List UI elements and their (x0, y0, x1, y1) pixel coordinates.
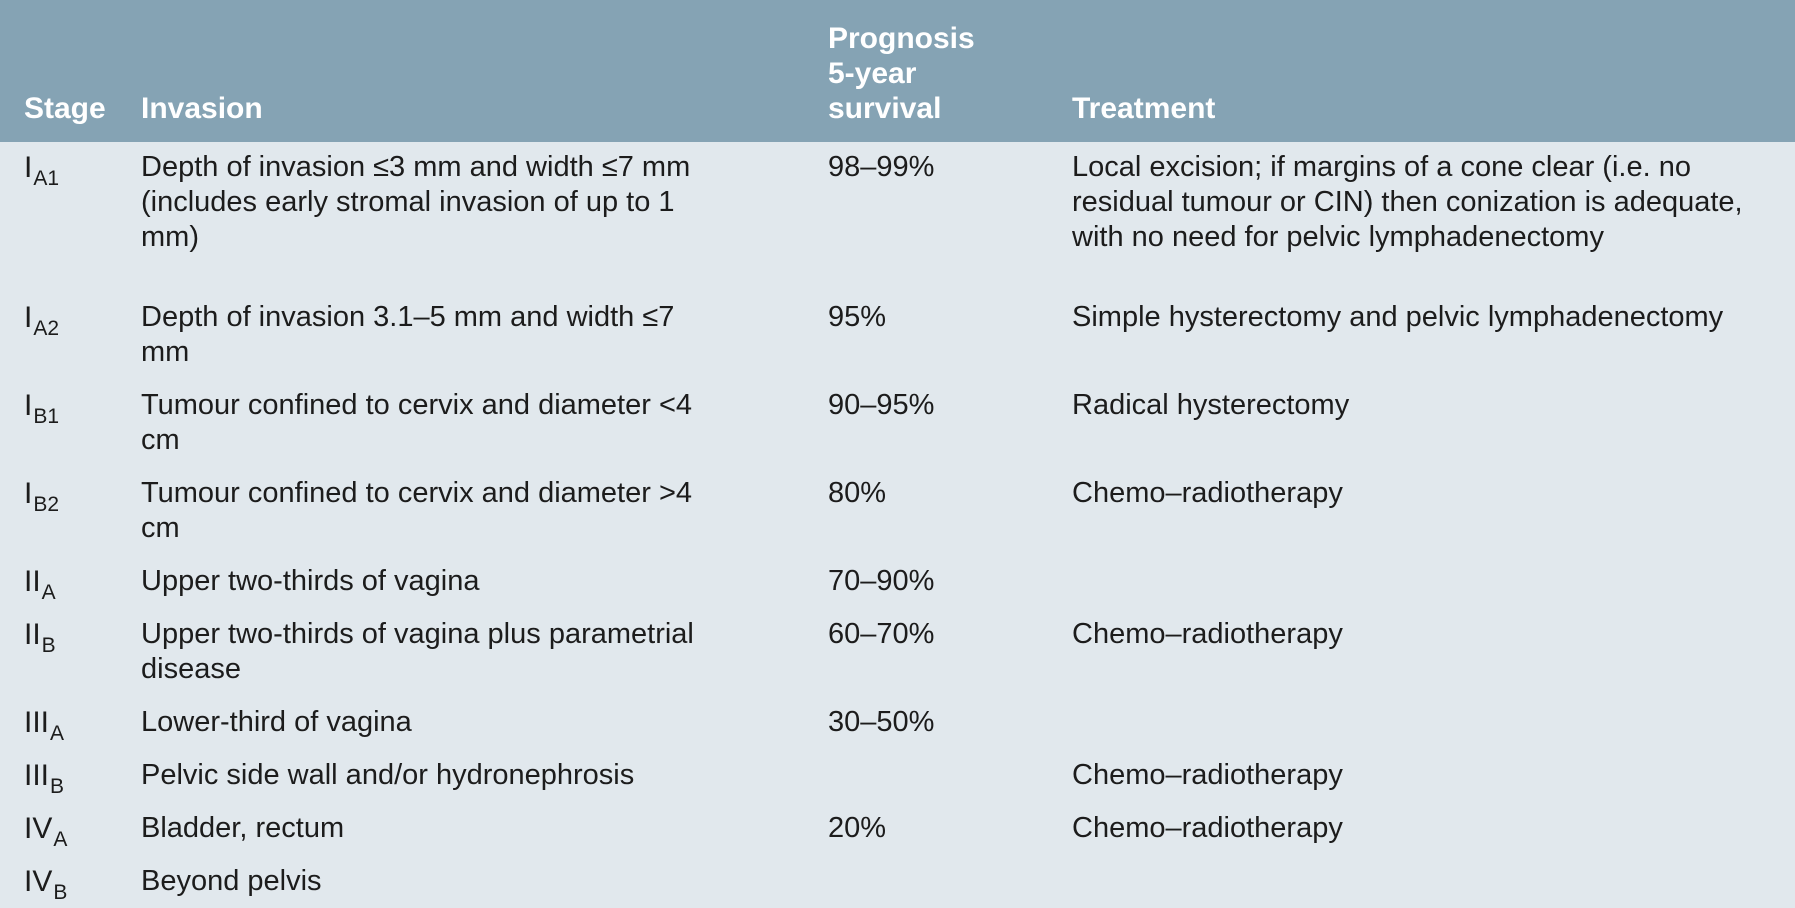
header-prognosis-line3: survival (828, 92, 942, 125)
treatment-cell (1072, 388, 1795, 476)
invasion-text: Beyond pelvis (141, 865, 322, 897)
table-row (0, 705, 1795, 758)
stage-label: II (24, 618, 41, 651)
prognosis-cell: 20% (828, 812, 887, 844)
stage-substage: B (41, 634, 56, 657)
invasion-text: Upper two-thirds of vagina plus parametrial disease (141, 618, 694, 685)
treatment-text: Local excision; if margins of a cone clear (i.e. no residual tumour or CIN) then conization is adequate, with no need for pelvic lymphadenectomy (1072, 151, 1743, 253)
invasion-text: Tumour confined to cervix and diameter >4 cm (141, 477, 693, 544)
stage-substage: B1 (33, 405, 60, 428)
treatment-cell (1072, 617, 1795, 705)
stage-substage: A (53, 828, 68, 851)
table-row (0, 300, 1795, 388)
invasion-text: Pelvic side wall and/or hydronephrosis (141, 759, 635, 791)
invasion-cell (141, 476, 828, 564)
stage-cell (0, 758, 141, 811)
invasion-text: Bladder, rectum (141, 812, 345, 844)
stage-substage: A (41, 581, 56, 604)
stage-label: IV (24, 812, 53, 845)
stage-label: III (24, 759, 50, 792)
invasion-text: Depth of invasion 3.1–5 mm and width ≤7 mm (141, 301, 675, 368)
stage-label: I (24, 151, 33, 184)
header-row (0, 0, 1795, 142)
invasion-text: Upper two-thirds of vagina (141, 565, 480, 597)
prognosis-cell: 95% (828, 301, 887, 333)
invasion-cell (141, 142, 828, 300)
treatment-text: Radical hysterectomy (1072, 389, 1350, 421)
table-row (0, 476, 1795, 564)
invasion-cell (141, 758, 828, 811)
prognosis-cell: 98–99% (828, 151, 935, 183)
invasion-cell (141, 811, 828, 864)
invasion-text: Lower-third of vagina (141, 706, 412, 738)
invasion-cell (141, 300, 828, 388)
treatment-cell (1072, 758, 1795, 811)
invasion-text: Depth of invasion ≤3 mm and width ≤7 mm (includes early stromal invasion of up to 1 mm) (141, 151, 691, 253)
invasion-cell (141, 388, 828, 476)
stage-label: II (24, 565, 41, 598)
treatment-cell (1072, 300, 1795, 388)
prognosis-cell (828, 864, 1072, 904)
stage-substage: A (50, 722, 65, 745)
stage-label: I (24, 301, 33, 334)
prognosis-cell: 30–50% (828, 706, 935, 738)
stage-label: IV (24, 865, 53, 898)
table-row (0, 864, 1795, 904)
stage-label: I (24, 389, 33, 422)
stage-cell (0, 617, 141, 705)
table-row (0, 811, 1795, 864)
prognosis-cell (828, 758, 1072, 811)
header-prognosis (828, 0, 1072, 142)
prognosis-cell: 60–70% (828, 618, 935, 650)
stage-cell (0, 476, 141, 564)
stage-label: III (24, 706, 50, 739)
stage-substage: A2 (33, 317, 60, 340)
treatment-cell (1072, 564, 1795, 617)
treatment-text: Simple hysterectomy and pelvic lymphadenectomy (1072, 301, 1724, 333)
header-invasion: Invasion (141, 92, 263, 125)
stage-label: I (24, 477, 33, 510)
stage-cell (0, 142, 141, 300)
invasion-cell (141, 564, 828, 617)
invasion-text: Tumour confined to cervix and diameter <4 cm (141, 389, 693, 456)
treatment-text: Chemo–radiotherapy (1072, 812, 1343, 844)
header-stage: Stage (24, 92, 106, 125)
treatment-text: Chemo–radiotherapy (1072, 618, 1343, 650)
stage-cell (0, 864, 141, 904)
prognosis-cell: 70–90% (828, 565, 935, 597)
header-prognosis-line2: 5-year (828, 57, 917, 90)
stage-cell (0, 705, 141, 758)
table-row (0, 564, 1795, 617)
stage-substage: A1 (33, 167, 60, 190)
table-row (0, 617, 1795, 705)
stage-cell (0, 300, 141, 388)
stage-substage: B2 (33, 493, 60, 516)
treatment-text: Chemo–radiotherapy (1072, 759, 1343, 791)
table-row (0, 388, 1795, 476)
stage-cell (0, 564, 141, 617)
header-treatment: Treatment (1072, 92, 1216, 125)
header-prognosis-line1: Prognosis (828, 22, 975, 55)
treatment-cell (1072, 811, 1795, 864)
treatment-cell (1072, 476, 1795, 564)
invasion-cell (141, 864, 828, 904)
treatment-cell (1072, 864, 1795, 904)
stage-cell (0, 811, 141, 864)
treatment-text: Chemo–radiotherapy (1072, 477, 1343, 509)
prognosis-cell: 80% (828, 477, 887, 509)
stage-cell (0, 388, 141, 476)
prognosis-cell: 90–95% (828, 389, 935, 421)
stage-substage: B (53, 881, 68, 904)
invasion-cell (141, 617, 828, 705)
stage-substage: B (50, 775, 65, 798)
invasion-cell (141, 705, 828, 758)
table-row (0, 142, 1795, 300)
table-row (0, 758, 1795, 811)
treatment-cell (1072, 142, 1795, 300)
treatment-cell (1072, 705, 1795, 758)
